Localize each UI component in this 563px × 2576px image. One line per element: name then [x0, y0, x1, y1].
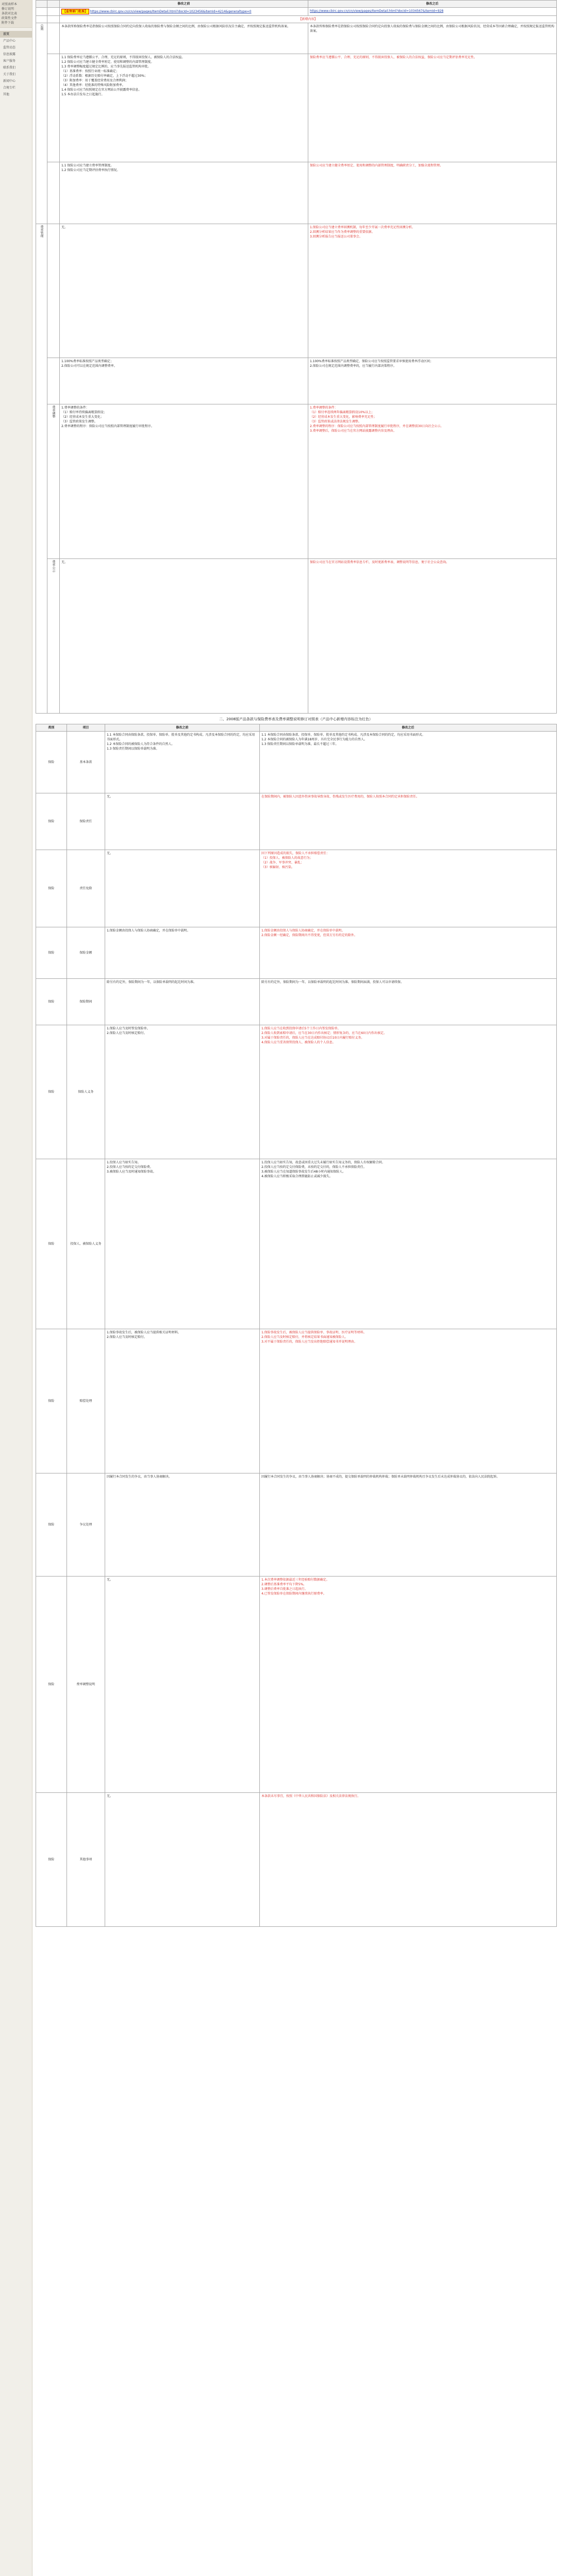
- table-row: [36, 1577, 556, 1793]
- old-link-cell: [59, 8, 308, 16]
- t2-new-cell: 1.本次费率调整依据最近三年经验赔付数据确定。 2.调整后基准费率平均下降5%。 3.调整后费率自批准之日起执行。 4.已签发保险单在保险期间内继续执行原费率。: [259, 1577, 556, 1793]
- sub-label-cell: [47, 404, 59, 559]
- t2-item-cell: 保险期间: [67, 979, 105, 1025]
- rule-line: 1.1 保险费率应当遵循公平、合理、充足的原则，不得损害投保人、被保险人的合法权益。: [61, 56, 185, 59]
- table-row: [36, 1159, 556, 1329]
- s2-row2-old: 1.100%费率标准按照产品类型确定； 2.保险公司可以在规定范围内调整费率。: [59, 358, 308, 404]
- s2-row1-new: 1.保险公司应当建立费率回溯机制，每年至少开展一次费率充足性回溯分析。 2.回溯分析结果应当作为费率调整的重要依据。 3.回溯分析报告应当报送公司董事会。: [308, 224, 556, 358]
- rules-cell: [59, 54, 308, 162]
- t2-cat-cell: 保险: [36, 793, 67, 850]
- sidebar-item-news[interactable]: 新闻中心: [3, 79, 16, 83]
- t2-new-cell: 1.投保人应当如实告知，故意或因重大过失未履行如实告知义务的，保险人有权解除合同。 2.投保人应当按约定交付保险费，未按约定交付的，保险人不承担保险责任。 3.被保险人应当在知道保险事故发生后48小时内通知保险人。 4.被保险人应当积极采取合理措施防止或减少损失。: [259, 1159, 556, 1329]
- s2-row1-old: 无。: [59, 224, 308, 358]
- sidebar-item-contact[interactable]: 联系我们: [3, 66, 16, 70]
- t2-cat-cell: 保险: [36, 1577, 67, 1793]
- t2-item-cell: 其他事项: [67, 1793, 105, 1927]
- s2-row3-old: 1.费率调整的条件： （1）赔付率持续偏离精算假设； （2）经营成本发生重大变化； （3）监管政策发生调整。 2.费率调整的程序：保险公司应当按照内部管理制度履行审批程序。: [59, 404, 308, 559]
- t2-item-cell: 责任免除: [67, 850, 105, 927]
- t2-cat-cell: 保险: [36, 927, 67, 979]
- t2-item-cell: 保险人义务: [67, 1025, 105, 1159]
- sidebar: [0, 0, 32, 2576]
- section2-label: 费率管理: [39, 225, 43, 238]
- t2-cat-cell: 保险: [36, 1329, 67, 1473]
- new-link[interactable]: https://www.cbirc.gov.cn/cn/view/pages/ItemDetail.html?docId=1034567&itemId=928: [309, 9, 444, 13]
- t2-cat-cell: 保险: [36, 850, 67, 927]
- t2-old-cell: 1.保险金额由投保人与保险人协商确定，并在保险单中载明。: [105, 927, 259, 979]
- t2-body: [36, 732, 556, 1927]
- t2-cat-cell: 保险: [36, 1793, 67, 1927]
- s2-row4-old: 无。: [59, 559, 308, 714]
- sidebar-top-row[interactable]: 条款对比表: [2, 12, 18, 15]
- sidebar-top-row[interactable]: 修订说明: [2, 7, 14, 11]
- t2-new-cell: 因下列原因造成的损失，保险人不承担赔偿责任： （1）投保人、被保险人的故意行为； （2）战争、军事冲突、暴乱； （3）核辐射、核污染。: [259, 850, 556, 927]
- rule-line: 1.5 本办法自发布之日起施行。: [61, 93, 105, 96]
- badge-cell: [36, 16, 47, 23]
- col-new-header: 修改之后: [308, 1, 556, 8]
- t2-cat-cell: 保险: [36, 979, 67, 1025]
- t2-cat-cell: 保险: [36, 732, 67, 793]
- t2-old-cell: 无。: [105, 793, 259, 850]
- comparison-table-1: [36, 0, 557, 714]
- sub-label-cell: [47, 559, 59, 714]
- t2-old-cell: 因履行本合同发生的争议，由当事人协商解决。: [105, 1473, 259, 1577]
- rule-line: （2）浮动系数：根据历史赔付率确定，上下浮动不超过30%；: [61, 74, 148, 78]
- badge-row: [59, 16, 556, 23]
- corner-cell: [47, 1, 59, 8]
- sidebar-nav: [0, 28, 32, 98]
- sub-label-cell: [47, 54, 59, 162]
- t2-old-cell: 1.保险事故发生后，被保险人应当提供相关证明材料。 2.保险人应当及时核定赔付。: [105, 1329, 259, 1473]
- table-row: [36, 1473, 556, 1577]
- sidebar-item-other[interactable]: 其他: [3, 93, 10, 96]
- main-content: [32, 0, 563, 2576]
- sidebar-item-compliance[interactable]: 合规专栏: [3, 86, 16, 90]
- header-label: [47, 8, 59, 16]
- sidebar-item-service[interactable]: 客户服务: [3, 59, 16, 63]
- sidebar-top: [0, 0, 32, 28]
- s2-row4-new: 保险公司应当在官方网站设置费率信息专栏，及时更新费率表、调整说明等信息，便于社会公众查询。: [308, 559, 556, 714]
- sub-label-cell: [47, 162, 59, 224]
- table-row: [36, 1329, 556, 1473]
- document: [36, 0, 556, 1927]
- t2-new-cell: 1.保险事故发生后，被保险人应当提供保险单、事故证明、医疗证明等材料。 2.保险人应当及时核定赔付，并将核定结果书面通知被保险人。 3.对不属于保险责任的，保险人应当发出拒绝赔偿通知书并说明理由。: [259, 1329, 556, 1473]
- row-c-old: 1.1 保险公司应当建立费率管理制度。 1.2 保险公司应当定期评估费率执行情况。: [59, 162, 308, 224]
- rule-line: （4）其他费率：经批准的特殊风险附加费率。: [61, 83, 125, 87]
- t2-old-cell: 1.投保人应当如实告知。 2.投保人应当按约定交付保险费。 3.被保险人应当及时通知保险事故。: [105, 1159, 259, 1329]
- rule-line: 1.4 保险公司应当按照规定在官方网站公开披露费率信息。: [61, 88, 142, 92]
- t2-item-cell: 保险金额: [67, 927, 105, 979]
- row-a-old: 本条款所称保险费率是指保险公司按照保险合同约定向投保人收取的保险费与保险金额之间的比例，由保险公司根据风险状况自主确定，并按照规定报送监管机构备案。: [59, 23, 308, 54]
- section-label-cell: [36, 224, 47, 714]
- table-row: [36, 793, 556, 850]
- s2-row3-new: 1.费率调整的条件： （1）赔付率连续两年偏离精算假设10%以上； （2）经营成本发生重大变化，影响费率充足性； （3）监管政策或法律法规发生调整。 2.费率调整的程序：保险公司应当按照内部管理制度履行审批程序，并在调整前30日向社会公示。 3.费率调整后，保险公司应当在官方网站披露调整内容及理由。: [308, 404, 556, 559]
- corner-cell: [36, 1, 47, 8]
- t2-item-cell: 投保人、被保险人义务: [67, 1159, 105, 1329]
- sidebar-item-disclosure[interactable]: 信息披露: [3, 53, 16, 56]
- new-link-cell: [308, 8, 556, 16]
- rule-line: （1）基准费率：按照行业统一标准确定；: [61, 70, 119, 73]
- t2-old-cell: 1.保险人应当及时签发保险单。 2.保险人应当及时核定赔付。: [105, 1025, 259, 1159]
- t2-header-cat: 类别: [36, 724, 67, 732]
- table-row: [36, 732, 556, 793]
- t2-header-new: 修改之后: [259, 724, 556, 732]
- t2-new-cell: 1.保险人应当在收到投保申请后5个工作日内签发保险单。 2.保险人收到索赔申请后，应当在30日内作出核定；情形复杂的，应当在60日内作出核定。 3.对属于保险责任的，保险人应当在达成赔付协议后10日内履行赔付义务。 4.保险人应当妥善保管投保人、被保险人的个人信息。: [259, 1025, 556, 1159]
- t2-item-cell: 费率调整说明: [67, 1577, 105, 1793]
- t2-header-item: 项目: [67, 724, 105, 732]
- t2-item-cell: 基本条款: [67, 732, 105, 793]
- new-content-badge: 【新增内容】: [299, 18, 318, 21]
- t2-header-old: 修改之前: [105, 724, 259, 732]
- t2-item-cell: 争议处理: [67, 1473, 105, 1577]
- t2-new-cell: 在保险期间内，被保险人因意外伤害事故导致身故、伤残或发生医疗费用的，保险人按照本合同约定承担保险责任。: [259, 793, 556, 850]
- t2-old-cell: 无。: [105, 1577, 259, 1793]
- t2-old-cell: 无。: [105, 850, 259, 927]
- old-link[interactable]: https://www.cbirc.gov.cn/cn/view/pages/ItemDetail.html?docId=1023456&itemId=4214&generaltype=0: [90, 10, 252, 13]
- t2-new-cell: 因履行本合同发生的争议，由当事人协商解决；协商不成的，提交保险单载明的仲裁机构仲裁；保险单未载明仲裁机构且争议发生后未达成仲裁协议的，依法向人民法院起诉。: [259, 1473, 556, 1577]
- comparison-table-2: [36, 724, 557, 1927]
- header-label: [36, 8, 47, 16]
- table2-title: 二、2008版产品条款与保险费率表及费率调整说明修订对照表（产品中心新增内容标注为红色）: [219, 717, 373, 721]
- row-a-new: 本条款所称保险费率是指保险公司按照保险合同约定向投保人收取的保险费与保险金额之间的比例，由保险公司根据风险状况、经营成本等因素合理确定，并按照规定报送监管机构备案。: [308, 23, 556, 54]
- s2-row4-label: 费率公示: [51, 560, 55, 572]
- rule-line: 1.3 费率调整幅度超过规定比例的，应当事先报送监管机构审批。: [61, 65, 151, 69]
- rule-line: 1.2 保险公司应当建立健全费率厘定、使用和调整的内部管理制度。: [61, 60, 154, 64]
- s2-row3-label: 费率调整: [51, 405, 55, 418]
- t2-item-cell: 赔偿处理: [67, 1329, 105, 1473]
- t2-new-cell: 除另有约定外，保险期间为一年，以保险单载明的起讫时间为准。保险期间届满，投保人可以申请续保。: [259, 979, 556, 1025]
- col-old-header: 修改之前: [59, 1, 308, 8]
- rule-line: （3）附加费率：用于覆盖经营费用及合理利润；: [61, 79, 128, 82]
- sidebar-item-about[interactable]: 关于我们: [3, 73, 16, 76]
- sub-label-cell: [47, 358, 59, 404]
- table-row: [36, 1793, 556, 1927]
- table-row: [36, 1025, 556, 1159]
- t2-old-cell: 无。: [105, 1793, 259, 1927]
- t2-new-cell: 本条款未尽事宜，按照《中华人民共和国保险法》及相关法律法规执行。: [259, 1793, 556, 1927]
- sidebar-item-products[interactable]: 产品中心: [3, 39, 16, 43]
- row-b-new: 保险费率应当遵循公平、合理、充足的原则，不得损害投保人、被保险人的合法权益，保险公司应当定期评估费率充足性。: [308, 54, 556, 162]
- t2-cat-cell: 保险: [36, 1159, 67, 1329]
- t2-new-cell: 1.1 本保险合同由保险条款、投保单、保险单、批单及其他约定书构成。凡涉及本保险合同的约定，均应采用书面形式。 1.2 本保险合同的被保险人为年满18周岁、具有完全民事行为能力的自然人。 1.3 保险责任期间以保险单载明为准，最长不超过三年。: [259, 732, 556, 793]
- t2-cat-cell: 保险: [36, 1473, 67, 1577]
- sub-label-cell: [47, 224, 59, 358]
- sidebar-item-regulation[interactable]: 监管动态: [3, 46, 16, 49]
- badge-cell: [47, 16, 59, 23]
- t2-new-cell: 1.保险金额由投保人与保险人协商确定，并在保险单中载明。 2.保险金额一经确定，保险期间内不得变更，但双方另有约定的除外。: [259, 927, 556, 979]
- sidebar-item-home[interactable]: 首页: [0, 31, 32, 38]
- sub-label-cell: [47, 23, 59, 54]
- sidebar-top-row[interactable]: 对照表样本: [2, 3, 18, 6]
- t2-old-cell: 除另有约定外，保险期间为一年，以保险单载明的起讫时间为准。: [105, 979, 259, 1025]
- table-row: [36, 927, 556, 979]
- sidebar-top-row[interactable]: 政策性文件: [2, 16, 18, 20]
- t2-cat-cell: 保险: [36, 1025, 67, 1159]
- s2-row2-new: 1.100%费率标准按照产品类型确定，保险公司应当按照监管要求审慎使用费率浮动区间； 2.保险公司在规定范围内调整费率的，应当履行内部决策程序。: [308, 358, 556, 404]
- approval-seal: 【监管部门批准】: [61, 9, 89, 14]
- section-label-cell: [36, 23, 47, 224]
- t2-old-cell: 1.1 本保险合同由保险条款、投保单、保险单、批单及其他约定书构成。凡涉及本保险合同的约定，均应采用书面形式。 1.2 本保险合同的被保险人为符合条件的自然人。 1.3 保险责任期间以保险单载明为准。: [105, 732, 259, 793]
- row-c-new: 保险公司应当建立健全费率厘定、使用和调整的内部管理制度，明确职责分工，加强全流程管理。: [308, 162, 556, 224]
- sidebar-top-row[interactable]: 附件下载: [2, 21, 14, 25]
- section1-label: 总则: [39, 24, 43, 30]
- table-row: [36, 850, 556, 927]
- table-row: [36, 979, 556, 1025]
- t2-item-cell: 保险责任: [67, 793, 105, 850]
